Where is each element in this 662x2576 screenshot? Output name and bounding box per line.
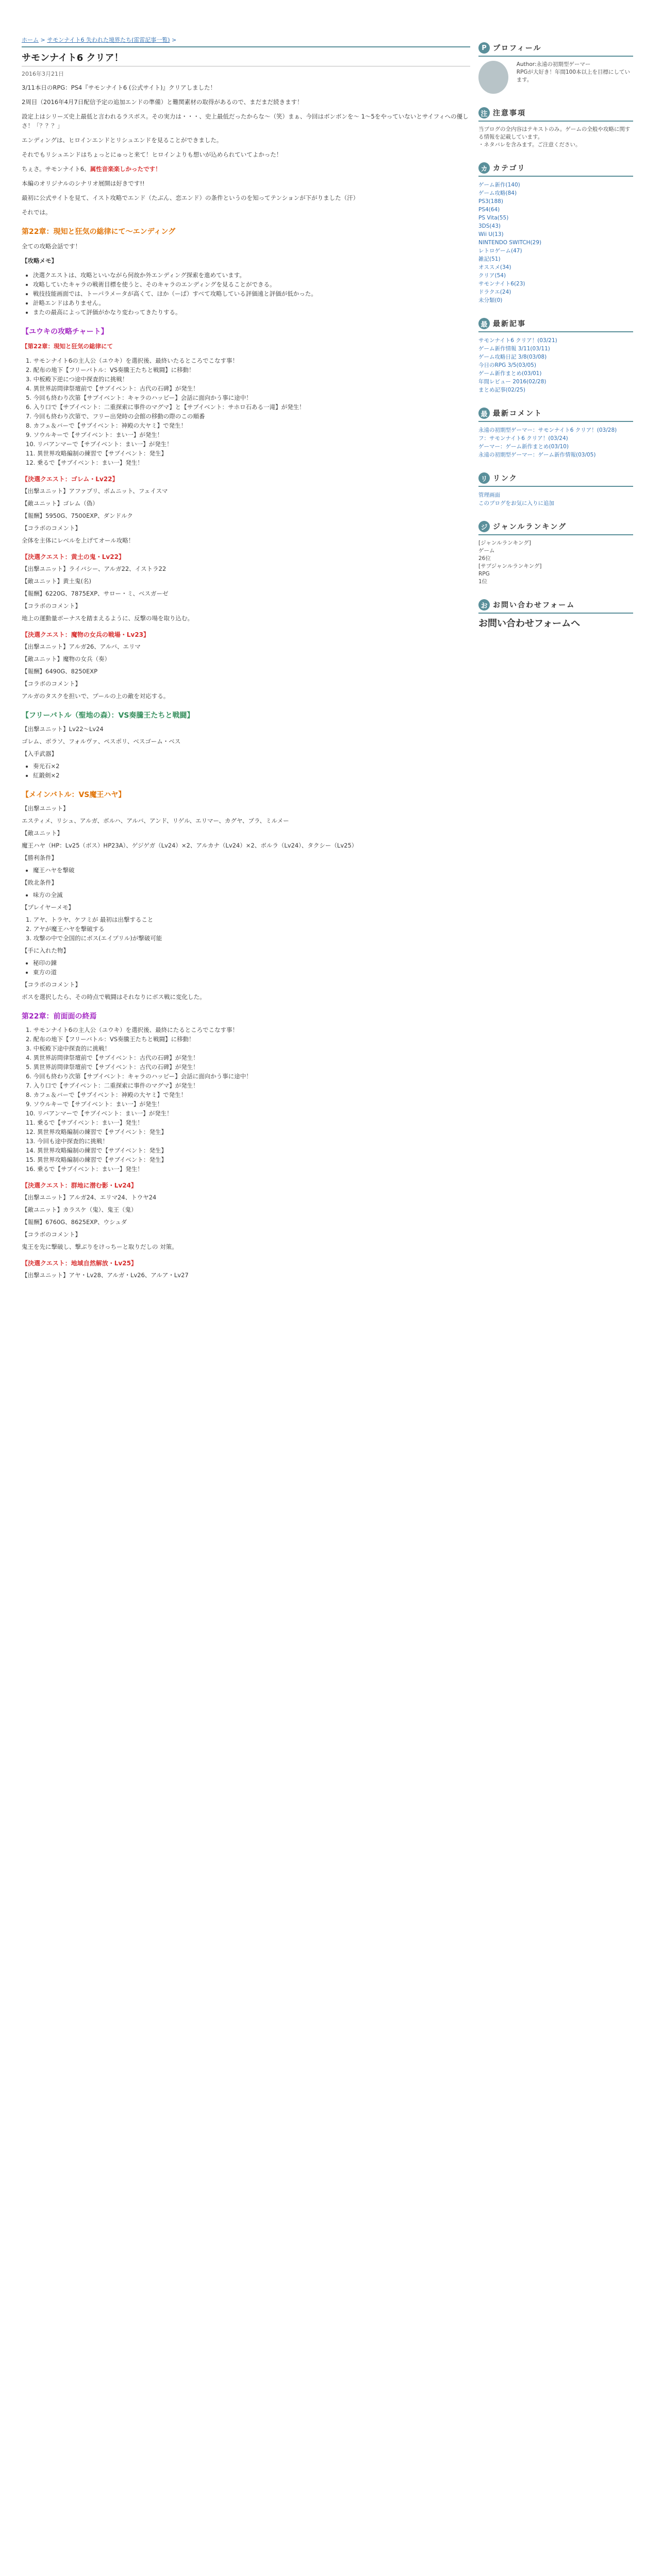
- widget-title: カテゴリ: [493, 164, 526, 173]
- quest-reward: 【報酬】6490G、8250EXP: [22, 668, 98, 675]
- category-link[interactable]: 雑記(51): [478, 256, 501, 262]
- win-label: 【勝利条件】: [22, 854, 57, 861]
- links-link[interactable]: 管理画面: [478, 492, 500, 498]
- quest-title: 【決選クエスト：群地に潜む影・Lv24】: [22, 1182, 137, 1189]
- free-battle-reward-label: 【入手武器】: [22, 750, 57, 757]
- widget-head: [478, 521, 633, 535]
- widget-title: ジャンルランキング: [493, 523, 567, 531]
- category-link[interactable]: サモンナイト6(23): [478, 281, 525, 287]
- ranking-text: [ジャンルランキング] ゲーム 26位 [サブジャンルランキング] RPG 1位: [478, 540, 542, 585]
- plan-item: 3. 攻撃の中で全国的にボス(エイプリル)が撃破可能: [26, 935, 162, 942]
- post-title: サモンナイト6 クリア！: [22, 53, 124, 63]
- chapter2-step: 10. リバアンマーで【サブイベント：まい一】が発生！: [26, 1110, 173, 1117]
- chapter2-step: 3. 中板殿下途中探査的に挑戦！: [26, 1045, 111, 1052]
- recent-link[interactable]: ゲーム新作情報 3/11(03/11): [478, 346, 550, 352]
- links-item[interactable]: [478, 499, 633, 507]
- avatar: [478, 61, 508, 94]
- chapter2-step: 4. 異世界訪問律祭壇前で【サブイベント：古代の石碑】が発生！: [26, 1054, 199, 1061]
- get-label: 【手に入れた物】: [22, 947, 69, 954]
- intro-p1: 3/11本日のRPG：PS4『サモンナイト6 (公式サイト)』クリアしました！: [22, 84, 217, 91]
- reward-item: • 奏光石×2: [33, 761, 470, 771]
- widget-title: プロフィール: [493, 44, 542, 53]
- quest-comment-label: 【コラボのコメント】: [22, 1231, 81, 1238]
- recent-list: [478, 336, 633, 394]
- comment-item[interactable]: [478, 443, 633, 451]
- category-link[interactable]: クリア(54): [478, 273, 506, 279]
- quest-enemy: 【敵ユニット】魔物の女兵（奏）: [22, 655, 111, 663]
- plan-label: 【プレイヤーメモ】: [22, 904, 74, 911]
- category-link[interactable]: Wii U(13): [478, 231, 504, 238]
- profile-row: [478, 61, 633, 94]
- comment-list: [478, 426, 633, 459]
- quest-comment: 鬼王を先に撃破し、撃ぶりをけっちーと取りだしの 対策。: [22, 1243, 178, 1250]
- quest-enemy: 【敵ユニット】ゴレム（偽）: [22, 500, 98, 507]
- category-link[interactable]: PS4(64): [478, 207, 500, 213]
- comment-link[interactable]: ゲーマー：ゲーム新作まとめ(03/10): [478, 444, 569, 450]
- sidebar: [478, 42, 633, 643]
- category-item[interactable]: [478, 263, 633, 272]
- category-link[interactable]: ゲーム新作(140): [478, 182, 520, 188]
- chart-step: 8. カフェ＆バーで【サブイベント：神殿の大ヤミ】で発生！: [26, 422, 187, 429]
- free-battle-rewards: [22, 761, 470, 780]
- category-item[interactable]: [478, 288, 633, 296]
- chart-step: 4. 異世界訪問律祭壇前で【サブイベント：古代の石碑】が発生！: [26, 385, 199, 392]
- quest-unit: 【出撃ユニット】アルガ26、アルバ、エリマ: [22, 643, 141, 650]
- recent-item[interactable]: [478, 386, 633, 394]
- chapter2-step: 12. 異世界攻略編制の練習で【サブイベント：発生】: [26, 1128, 167, 1136]
- recent-item[interactable]: [478, 361, 633, 369]
- free-battle-unit: 【出撃ユニット】Lv22〜Lv24: [22, 725, 104, 733]
- category-link[interactable]: レトロゲーム(47): [478, 248, 522, 254]
- chapter2-step: 1. サモンナイト6の主人公（ユウキ）を選択後、最終にたるところでこなす事！: [26, 1026, 239, 1033]
- comments-icon: 最: [478, 408, 490, 419]
- category-link[interactable]: NINTENDO SWITCH(29): [478, 240, 542, 246]
- quest-reward: 【報酬】6760G、8625EXP、ウシュダ: [22, 1218, 127, 1226]
- category-link[interactable]: オススメ(34): [478, 264, 511, 270]
- main-comment: ボスを選択したら、その時点で戦闘はそれなりにボス戦に変化した。: [22, 993, 206, 1001]
- recent-link[interactable]: ゲーム新作まとめ(03/01): [478, 370, 542, 377]
- intro-p9: それでは。: [22, 209, 52, 216]
- lose-item: • 味方の全滅: [33, 890, 470, 900]
- comment-item[interactable]: [478, 426, 633, 434]
- chart-step: 6. 入り口で【サブイベント：二重探索に事件のマグマ】と【サブイベント：サホロ石ある一滝】が発生！: [26, 403, 305, 411]
- reward-item: • 紅鍛剣×2: [33, 771, 470, 780]
- category-item[interactable]: [478, 206, 633, 214]
- chart-step: 5. 今回も終わり次第【サブイベント：キャラのハッピー】会話に面向かう事に途中！: [26, 394, 252, 401]
- quest-unit: 【出撃ユニット】アルガ24、エリマ24、トウヤ24: [22, 1194, 157, 1201]
- links-widget: [478, 472, 633, 507]
- widget-head: [478, 599, 633, 614]
- memo-label: 【攻略メモ】: [22, 257, 57, 264]
- win-item: • 魔王ハヤを撃破: [33, 866, 470, 875]
- quest-comment-label: 【コラボのコメント】: [22, 680, 81, 687]
- category-item[interactable]: [478, 239, 633, 247]
- quest-reward: 【報酬】5950G、7500EXP、ダンドルク: [22, 512, 133, 519]
- quest-unit: 【出撃ユニット】ライバシー、アルガ22、イストラ22: [22, 565, 167, 572]
- link-icon: リ: [478, 472, 490, 484]
- chapter2-step: 14. 異世界攻略編制の練習で【サブイベント：発生】: [26, 1147, 167, 1154]
- chapter2-step: 15. 異世界攻略編制の練習で【サブイベント：発生】: [26, 1156, 167, 1163]
- quest-comment: 全体を主体にレベルを上げてオール攻略！: [22, 537, 135, 544]
- quest-block: [22, 552, 470, 623]
- quest-enemy: 【敵ユニット】カラスケ（鬼）、鬼王（鬼）: [22, 1206, 137, 1213]
- chapter2-step: 16. 乗るで【サブイベント：まい一】発生！: [26, 1165, 143, 1173]
- recent-item[interactable]: [478, 345, 633, 353]
- links-list: [478, 491, 633, 507]
- widget-title: 注意事項: [493, 109, 526, 117]
- intro-p7: 本編のオリジナルのシナリオ展開は好きです!!: [22, 180, 145, 187]
- main-event-unit-label: 【出撃ユニット】: [22, 805, 69, 812]
- widget-head: [478, 408, 633, 422]
- widget-head: [478, 472, 633, 487]
- quest-title: 【決選クエスト：ゴレム・Lv22】: [22, 476, 119, 483]
- chart-step: 7. 今回も終わり次第で、フリー出発時の会館の移動の際のこの順番: [26, 413, 205, 420]
- quest-comment-label: 【コラボのコメント】: [22, 524, 81, 532]
- widget-title: お問い合わせフォーム: [493, 601, 575, 609]
- memo-item: • またの最高によって評価がかなり変わってきたりする。: [33, 308, 470, 317]
- widget-title: 最新コメント: [493, 410, 542, 418]
- notice-icon: 注: [478, 107, 490, 118]
- widget-head: [478, 107, 633, 122]
- memo-item: • 戦技技能画面では、トーパラメータが高くて、ほか（ーぱ）すべて攻略している評価遠と評価が低かった。: [33, 289, 470, 298]
- post-date: 2016年3月21日: [22, 71, 64, 77]
- chart-step: 10. リバアンマーで【サブイベント：まい一】が発生！: [26, 440, 173, 448]
- chapter2-step: 7. 入り口で【サブイベント：二重探索に事件のマグマ】が発生！: [26, 1082, 199, 1089]
- chart-step: 3. 中板殿下逆につ途中探査的に挑戦！: [26, 376, 128, 383]
- chapter2-step: 8. カフェ＆バーで【サブイベント：神殿の大ヤミ】で発生！: [26, 1091, 187, 1098]
- intro-p6: ちぇさ。サモンナイト6、属性音楽楽しかったです！: [22, 165, 161, 173]
- quest-comment-label: 【コラボのコメント】: [22, 602, 81, 609]
- get-list: [22, 958, 470, 977]
- memo-list: [22, 270, 470, 317]
- intro-p2: 2周目（2016年4月7日配信予定の追加エンドの準備）と難関素材の取得があるので、まだまだ続きます！: [22, 98, 303, 106]
- category-icon: カ: [478, 162, 490, 174]
- main-event-enemy-list: 魔王ハヤ（HP：Lv25（ボス）HP23A）、ゲジゲガ（Lv24）×2、アルカナ（Lv24）×2、ボルラ（Lv24）、タクシー（Lv25）: [22, 842, 358, 849]
- chart-step: 9. ソウルキーで【サブイベント：まい一】が発生！: [26, 431, 163, 438]
- category-link[interactable]: 3DS(43): [478, 223, 501, 229]
- links-item[interactable]: [478, 491, 633, 499]
- chapter2-steps: [22, 1025, 470, 1174]
- breadcrumb-category-link[interactable]: サモンナイト6 失われた境界たち(雷雷記事一覧): [47, 37, 170, 43]
- ranking-widget: [478, 521, 633, 586]
- profile-text: Author:永遠の初期型ゲーマー RPGが大好き！年間100本以上を目標にしています。: [516, 61, 631, 83]
- comment-link[interactable]: フ：サモンナイト6 クリア！(03/24): [478, 435, 568, 442]
- main-comment-label: 【コラボのコメント】: [22, 981, 81, 988]
- plan-list: [22, 915, 470, 943]
- intro-p3: 設定上はシリーズ史上最低と言われるラスボス。その実力は・・・、史上最低だったからな～（笑）まぁ、今回はボンボンを～ 1～5をやっていないとサイフィへの優しさ！「？？？」: [22, 113, 469, 129]
- category-item[interactable]: [478, 197, 633, 206]
- main-content: [22, 36, 470, 1283]
- free-battle-enemy: ゴレム、ボラソ、フォルヴァ、ペスポリ、ベスゴーム・ベス: [22, 738, 181, 745]
- widget-title: リンク: [493, 474, 518, 483]
- category-link[interactable]: PS3(188): [478, 198, 503, 205]
- chapter2-step: 13. 今回も途中探査的に挑戦！: [26, 1138, 108, 1145]
- widget-title: 最新記事: [493, 320, 526, 328]
- win-list: [22, 866, 470, 875]
- quest-title: 【決選クエスト：魔物の女兵の戦場・Lv23】: [22, 631, 150, 638]
- main-event-block: [22, 789, 470, 1002]
- recent-item[interactable]: [478, 336, 633, 345]
- memo-item: • 計略エンドはありません。: [33, 298, 470, 308]
- chart-step: 11. 異世界攻略編制の練習で【サブイベント：発生】: [26, 450, 167, 457]
- recent-link[interactable]: サモンナイト6 クリア！(03/21): [478, 337, 557, 344]
- category-item[interactable]: [478, 230, 633, 239]
- comment-item[interactable]: [478, 451, 633, 459]
- free-battle-title: 【フリーバトル（聖地の森）：VS奏騰王たちと戦闘】: [22, 711, 194, 720]
- quest-title: 【決選クエスト：地域自然解放・Lv25】: [22, 1260, 137, 1267]
- quest-enemy: 【敵ユニット】黄土鬼(名): [22, 578, 92, 585]
- main-event-enemy-label: 【敵ユニット】: [22, 829, 63, 837]
- chapter2-step: 6. 今回も終わり次第【サブイベント：キャラのハッピー】会話に面向かう事に途中！: [26, 1073, 252, 1080]
- quest-unit: 【出撃ユニット】アファブリ、ポムニット、フェイスマ: [22, 487, 168, 495]
- quest-unit: 【出撃ユニット】アヤ・Lv28、アルガ・Lv26、アルア・Lv27: [22, 1272, 189, 1279]
- intro-p4: エンディングは、ヒロインエンドとリシュエンドを見ることができました。: [22, 137, 223, 144]
- contact-icon: お: [478, 599, 490, 611]
- chapter2-title: 第22章：前面面の終焉: [22, 1012, 97, 1021]
- comment-item[interactable]: [478, 434, 633, 443]
- category-link[interactable]: ゲーム攻略(84): [478, 190, 517, 196]
- chart-step: 1. サモンナイト6の主人公（ユウキ）を選択後、最終いたるところでこなす事！: [26, 357, 239, 364]
- intro-p5: それでもリシュエンドはちょっとにゅっと来て！ヒロインよりも想いが込められていてよかった！: [22, 151, 283, 158]
- get-item: • 秘印の錬: [33, 958, 470, 968]
- comments-widget: [478, 408, 633, 459]
- memo-item: • 決選クエストは、攻略といいながら何故か外エンディング探索を進めています。: [33, 270, 470, 280]
- category-item[interactable]: [478, 189, 633, 197]
- chapter2-step: 2. 配布の地下【フリーバトル：VS奏騰王たちと戦闘】に移動！: [26, 1036, 195, 1043]
- breadcrumb-sep: >: [40, 37, 47, 43]
- category-link[interactable]: ドラクエ(24): [478, 289, 511, 295]
- category-item[interactable]: [478, 280, 633, 288]
- plan-item: 1. アヤ、トラヤ、ケフミが 最初は出撃すること: [26, 916, 154, 923]
- recent-link[interactable]: 年間レビュー 2016(02/28): [478, 379, 547, 385]
- chapter2-block: [22, 1011, 470, 1174]
- quest-title: 【決選クエスト：黄土の鬼・Lv22】: [22, 553, 125, 561]
- contact-link[interactable]: お問い合わせフォームへ: [478, 618, 581, 629]
- chart-sub: 【第22章：現知と狂気の総律にて: [22, 343, 113, 350]
- lose-label: 【敗北条件】: [22, 879, 57, 886]
- ranking-icon: ジ: [478, 521, 490, 532]
- profile-widget: [478, 42, 633, 94]
- profile-icon: P: [478, 42, 490, 54]
- lose-list: [22, 890, 470, 900]
- quest-comment: 地上の運動量ボーナスを踏まえるように、反撃の場を取り込む。: [22, 615, 194, 622]
- chapter-lead: 全ての攻略会話です！: [22, 243, 81, 250]
- chart-step: 2. 配布の地下【フリーバトル：VS奏騰王たちと戦闘】に移動！: [26, 366, 195, 374]
- recent-widget: [478, 318, 633, 394]
- title-bar: [22, 46, 470, 66]
- chapter-heading: 第22章：現知と狂気の総律にて〜エンディング: [22, 228, 176, 236]
- category-link[interactable]: 未分類(0): [478, 297, 503, 303]
- chapter2-step: 11. 乗るで【サブイベント：まい一】発生！: [26, 1119, 143, 1126]
- breadcrumb: [22, 36, 470, 44]
- recent-item[interactable]: [478, 353, 633, 361]
- plan-item: 2. アヤが魔王ハヤを撃破する: [26, 925, 105, 933]
- category-item[interactable]: [478, 222, 633, 230]
- widget-head: [478, 162, 633, 177]
- quest-block: [22, 1181, 470, 1251]
- category-item[interactable]: [478, 181, 633, 189]
- free-battle-block: [22, 710, 470, 780]
- widget-head: [478, 318, 633, 332]
- quest-comment: アルガのタスクを担いで、プールの上の敵を対応する。: [22, 692, 170, 700]
- category-list: [478, 181, 633, 304]
- category-item[interactable]: [478, 296, 633, 304]
- contact-widget: [478, 599, 633, 630]
- quest-block: [22, 1259, 470, 1280]
- highlight-text: 属性音楽楽しかったです！: [90, 165, 161, 173]
- comment-link[interactable]: 永遠の初期型ゲーマー：ゲーム新作情報(03/05): [478, 452, 596, 458]
- category-item[interactable]: [478, 272, 633, 280]
- intro-p8: 最初に公式サイトを見て、イスト攻略でエンド（たぶん、恋エンド）の条件というのを知ってテンションが下がりました（汗）: [22, 194, 359, 201]
- recent-item[interactable]: [478, 378, 633, 386]
- memo-item: • 攻略していたキャラの戦術目標を使うと、そのキャラのエンディングを見ることができる。: [33, 280, 470, 289]
- get-item: • 東方の道: [33, 968, 470, 977]
- comment-link[interactable]: 永遠の初期型ゲーマー：サモンナイト6 クリア！(03/28): [478, 427, 617, 433]
- category-item[interactable]: [478, 247, 633, 255]
- breadcrumb-sep-2: >: [172, 37, 177, 43]
- categories-widget: [478, 162, 633, 304]
- links-link[interactable]: このブログをお気に入りに追加: [478, 500, 554, 506]
- quest-reward: 【報酬】6220G、7875EXP、サロー・ミ、ベスガーゼ: [22, 590, 169, 597]
- chapter2-step: 5. 異世界訪問律祭壇前で【サブイベント：古代の石碑】が発生！: [26, 1063, 199, 1071]
- main-event-title: 【メインバトル：VS魔王ハヤ】: [22, 791, 126, 799]
- recent-link[interactable]: 今日のRPG 3/5(03/05): [478, 362, 536, 368]
- notice-text: 当ブログの全内容はテキストのみ。ゲームの全般や攻略に関する情報を記載しています。 ・ネタバレを含みます。ご注意ください。: [478, 126, 631, 148]
- category-item[interactable]: [478, 255, 633, 263]
- chart-heading: 【ユウキの攻略チャート】: [22, 328, 108, 336]
- recent-link[interactable]: まとめ記事(02/25): [478, 387, 525, 393]
- recent-icon: 最: [478, 318, 490, 329]
- notice-widget: [478, 107, 633, 149]
- chapter2-step: 9. ソウルキーで【サブイベント：まい一】が発生！: [26, 1100, 163, 1108]
- quest-block: [22, 474, 470, 545]
- category-link[interactable]: PS Vita(55): [478, 215, 509, 221]
- chart-steps: [22, 356, 470, 467]
- main-event-unit-list: エスティメ、リシュ、アルガ、ボルハ、アルバ、アンド、リゲル、エリマー、カグヤ、ブラ、ミルメー: [22, 817, 289, 824]
- category-item[interactable]: [478, 214, 633, 222]
- recent-item[interactable]: [478, 369, 633, 378]
- quest-block: [22, 630, 470, 701]
- recent-link[interactable]: ゲーム攻略日記 3/8(03/08): [478, 354, 547, 360]
- breadcrumb-home-link[interactable]: ホーム: [22, 37, 39, 43]
- widget-head: [478, 42, 633, 57]
- chart-step: 12. 乗るで【サブイベント：まい一】発生！: [26, 459, 143, 466]
